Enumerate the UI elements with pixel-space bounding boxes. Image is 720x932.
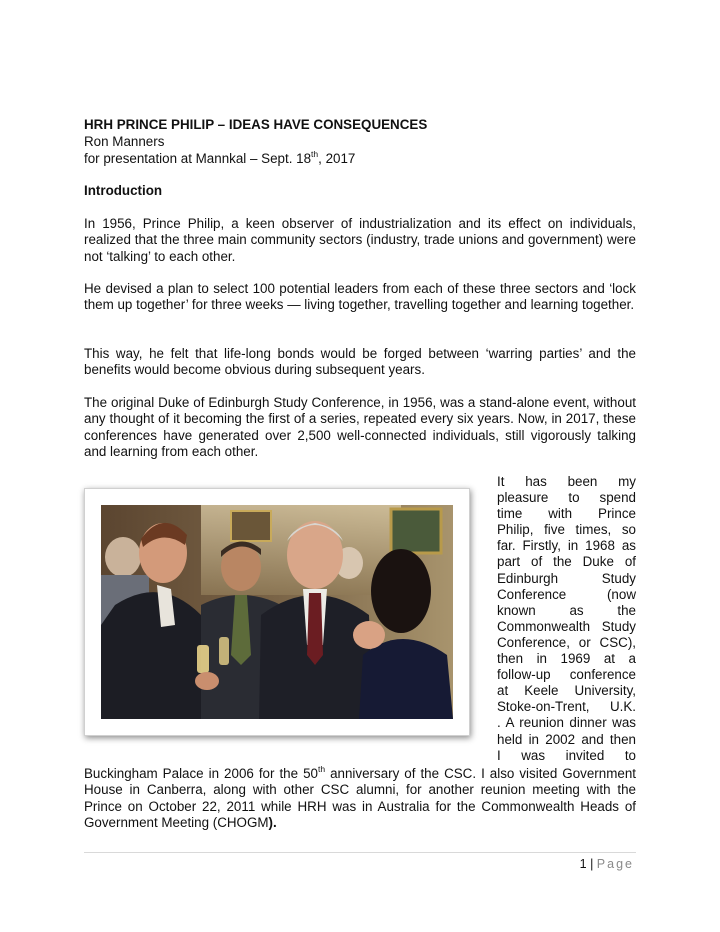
paragraph: He devised a plan to select 100 potential leaders from each of these three sectors and ‘lock them up together’ for three weeks — living together, travelling together and learning together.: [84, 281, 636, 313]
side-line: I was invited to: [497, 747, 636, 763]
side-line: Edinburgh Study: [497, 570, 636, 586]
page-label: Page: [596, 857, 634, 871]
reception-photo-illustration: [101, 505, 453, 719]
side-line: at Keele University,: [497, 683, 636, 699]
side-line: far. Firstly, in 1968 as: [497, 538, 636, 554]
side-line: follow-up conference: [497, 667, 636, 683]
photo-frame: [84, 488, 470, 736]
continued-suffix: anniversary of the CSC. I also visited Government House in Canberra, along with other CSC alumni, for another reunion meeting with the Prince on October 22, 2011 while HRH was in Australia for the Commonwealth Heads of Government Meeting (CHOGM: [84, 766, 636, 831]
footer-separator: |: [590, 857, 594, 871]
paragraph: In 1956, Prince Philip, a keen observer of industrialization and its effect on individuals, realized that the three main community sectors (industry, trade unions and government) were not ‘talking’ to each other.: [84, 216, 636, 264]
side-line: . A reunion dinner was: [497, 715, 636, 731]
side-line: part of the Duke of: [497, 554, 636, 570]
side-line: Conference, or CSC),: [497, 634, 636, 650]
side-line: It has been my: [497, 474, 636, 489]
side-line: held in 2002 and then: [497, 731, 636, 747]
continued-paragraph: [84, 763, 636, 832]
paragraph: This way, he felt that life-long bonds would be forged between ‘warring parties’ and the benefits would become obvious during subsequent years.: [84, 346, 636, 378]
continued-superscript: th: [317, 763, 326, 774]
document-title: HRH PRINCE PHILIP – IDEAS HAVE CONSEQUENCES: [84, 117, 428, 132]
continued-prefix: Buckingham Palace in 2006 for the 50: [84, 766, 318, 781]
presentation-line: [84, 148, 636, 167]
side-line: then in 1969 at a: [497, 651, 636, 667]
side-column-text: [497, 474, 636, 764]
reception-photo: [101, 505, 453, 719]
side-line: Commonwealth Study: [497, 618, 636, 634]
side-line: Philip, five times, so: [497, 522, 636, 538]
page-footer: [580, 857, 634, 871]
side-line: Stoke-on-Trent, U.K.: [497, 699, 636, 715]
presentation-prefix: for presentation at Mannkal – Sept. 18: [84, 151, 312, 166]
side-line: Conference (now: [497, 586, 636, 602]
side-line: time with Prince: [497, 506, 636, 522]
footer-divider: [84, 852, 636, 853]
continued-end: ).: [268, 815, 277, 831]
paragraph: The original Duke of Edinburgh Study Conference, in 1956, was a stand-alone event, without any thought of it becoming the first of a series, repeated every six years. Now, in 2017, these conferences have generated over 2,500 well-connected individuals, still vigorously talking and learning from each other.: [84, 395, 636, 460]
page-number: 1: [579, 857, 587, 871]
presentation-suffix: , 2017: [318, 151, 356, 166]
side-line: pleasure to spend: [497, 490, 636, 506]
author-name: Ron Manners: [84, 134, 165, 149]
side-line: known as the: [497, 602, 636, 618]
section-heading: Introduction: [84, 183, 163, 198]
presentation-superscript: th: [311, 148, 319, 159]
